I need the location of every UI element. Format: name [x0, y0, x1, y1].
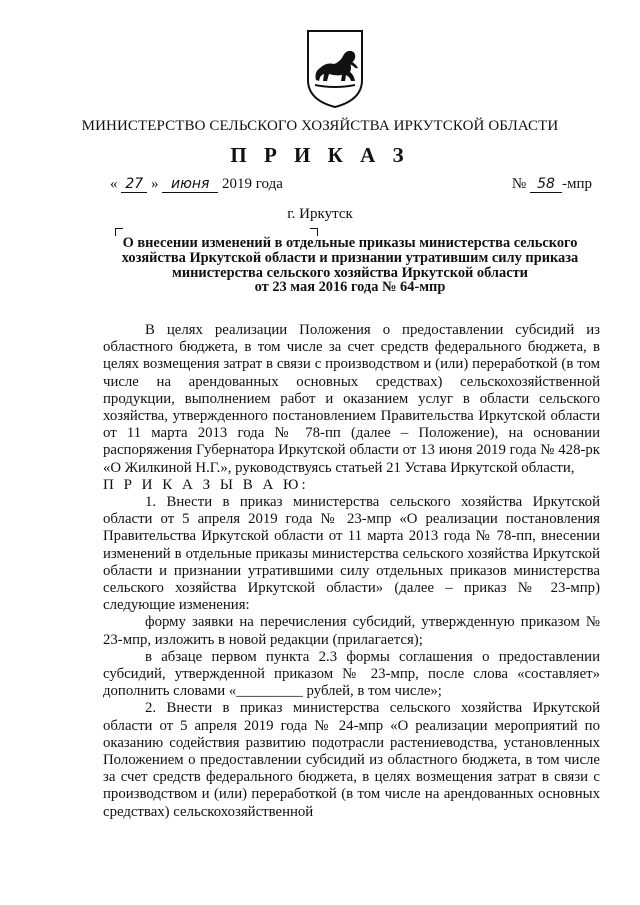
date-year: 2019 года: [222, 176, 283, 192]
ministry-name: МИНИСТЕРСТВО СЕЛЬСКОГО ХОЗЯЙСТВА ИРКУТСКОЙ ОБЛАСТИ: [81, 118, 559, 134]
number-suffix: -мпр: [561, 176, 592, 192]
clause-2-paragraph: 2. Внести в приказ министерства сельского хозяйства Иркутской области от 5 апреля 2019 года № 24-мпр «О реализации мероприятий по оказанию содействия развитию подотрасли растениеводства, установленных Положением о предоставлении субсидий из областного бюджета, в том числе за счет средств федерального бюджета, в целях возмещения затрат в связи с производством и (или) переработкой (в том числе на арендованных основных средствах) сельскохозяйственной: [103, 700, 600, 820]
subject-line-3: министерства сельского хозяйства Иркутской области: [172, 264, 528, 281]
subject-line-2: хозяйства Иркутской области и признании утратившим силу приказа: [121, 249, 579, 266]
coat-of-arms-emblem: [305, 28, 365, 110]
order-word: П Р И К А З Ы В А Ю:: [103, 476, 309, 493]
date-day: 27: [121, 177, 147, 193]
date-quote-close: »: [151, 176, 159, 192]
corner-mark-left: [115, 228, 123, 236]
order-subject: [105, 236, 595, 295]
clause-1-item-1: форму заявки на перечисления субсидий, утвержденную приказом № 23-мпр, изложить в новой редакции (прилагается);: [103, 614, 600, 648]
order-body: [103, 322, 600, 821]
coat-of-arms-icon: [305, 28, 365, 110]
date-month: июня: [162, 177, 218, 193]
clause-1-paragraph: 1. Внести в приказ министерства сельского хозяйства Иркутской области от 5 апреля 2019 года № 23-мпр «О реализации постановления Правительства Иркутской области от 11 марта 2013 года № 78-пп, внесении изменений в отдельные приказы министерства сельского хозяйства Иркутской области и признании утратившими силу отдельных приказов министерства сельского хозяйства Иркутской области» (далее – приказ № 23-мпр) следующие изменения:: [103, 494, 600, 614]
document-title: П Р И К А З: [230, 143, 410, 167]
order-number: [512, 176, 592, 193]
order-date: [110, 176, 283, 193]
clause-1-item-2: в абзаце первом пункта 2.3 формы соглашения о предоставлении субсидий, утвержденной приказом № 23-мпр, после слова «составляет» дополнить словами «_________ рублей, в том числе»;: [103, 648, 600, 700]
date-quote-open: «: [110, 176, 118, 192]
preamble-paragraph: В целях реализации Положения о предоставлении субсидий из областного бюджета, в том числе за счет средств федерального бюджета, в целях возмещения затрат в связи с производством и (или) переработкой (в том числе на арендованных основных средствах) сельскохозяйственной продукции, выполнением работ и оказанием услуг в области сельского хозяйства, утвержденного постановлением Правительства Иркутской области от 11 марта 2013 года № 78-пп (далее – Положение), на основании распоряжения Губернатора Иркутской области от 13 июня 2019 года № 428-рк «О Жилкиной Н.Г.», руководствуясь статьей 21 Устава Иркутской области,: [103, 322, 600, 476]
city-name: г. Иркутск: [287, 206, 353, 222]
subject-line-1: О внесении изменений в отдельные приказы министерства сельского: [122, 235, 578, 251]
number-sign: №: [511, 176, 527, 192]
number-value: 58: [530, 177, 562, 193]
subject-line-4: от 23 мая 2016 года № 64-мпр: [254, 279, 446, 296]
